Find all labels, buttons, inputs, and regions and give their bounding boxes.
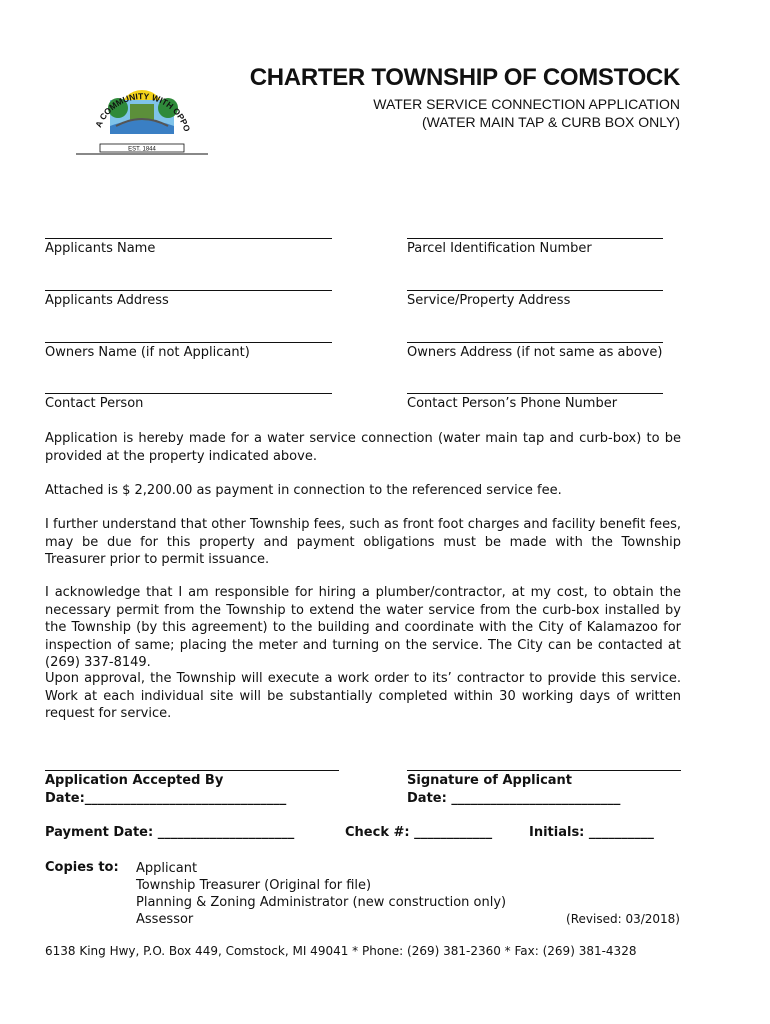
service-address-line[interactable] xyxy=(407,290,663,291)
paragraph-approval: Upon approval, the Township will execute a work order to its’ contractor to provide this service. Work at each individual site will be substantially completed within 30 working days of written request for service. xyxy=(45,671,681,721)
initials-field[interactable]: Initials: __________ xyxy=(529,825,654,840)
copies-item-planning: Planning & Zoning Administrator (new construction only) xyxy=(136,895,507,910)
applicants-name-label: Applicants Name xyxy=(45,241,156,256)
logo-motto: A COMMUNITY WITH OPPO xyxy=(93,91,193,133)
owners-address-line[interactable] xyxy=(407,342,663,343)
applicant-date-field[interactable]: Date: __________________________ xyxy=(407,791,621,806)
applicants-address-label: Applicants Address xyxy=(45,293,169,308)
paragraph-acknowledgement: I acknowledge that I am responsible for hiring a plumber/contractor, at my cost, to obtain the necessary permit from the Township to extend the water service from the curb-box installed by the Township (by this agreement) to the building and coordinate with the City of Kalamazoo for inspection of same; placing the meter and turning on the service. The City can be contacted at (269) 337-8149. xyxy=(45,585,681,670)
applicant-signature-line[interactable] xyxy=(407,770,681,771)
copies-label: Copies to: xyxy=(45,860,119,875)
owners-address-label: Owners Address (if not same as above) xyxy=(407,345,663,360)
page-subtitle-2: (WATER MAIN TAP & CURB BOX ONLY) xyxy=(422,114,680,130)
contact-phone-label: Contact Person’s Phone Number xyxy=(407,396,618,411)
applicants-name-line[interactable] xyxy=(45,238,332,239)
check-number-field[interactable]: Check #: ____________ xyxy=(345,825,493,840)
copies-item-applicant: Applicant xyxy=(136,861,198,876)
parcel-id-line[interactable] xyxy=(407,238,663,239)
accepted-date-field[interactable]: Date:_______________________________ xyxy=(45,791,287,806)
paragraph-payment: Attached is $ 2,200.00 as payment in connection to the referenced service fee. xyxy=(45,483,562,498)
contact-person-line[interactable] xyxy=(45,393,332,394)
contact-person-label: Contact Person xyxy=(45,396,144,411)
logo-est: EST. 1844 xyxy=(128,146,156,153)
township-logo xyxy=(72,70,212,158)
parcel-id-label: Parcel Identification Number xyxy=(407,241,592,256)
copies-item-treasurer: Township Treasurer (Original for file) xyxy=(136,878,372,893)
copies-item-assessor: Assessor xyxy=(136,912,194,927)
payment-date-field[interactable]: Payment Date: _____________________ xyxy=(45,825,295,840)
paragraph-application: Application is hereby made for a water service connection (water main tap and curb-box) to be provided at the property indicated above. xyxy=(45,431,681,464)
owners-name-line[interactable] xyxy=(45,342,332,343)
page-subtitle-1: WATER SERVICE CONNECTION APPLICATION xyxy=(373,96,680,112)
applicant-signature-label: Signature of Applicant xyxy=(407,773,573,788)
contact-phone-line[interactable] xyxy=(407,393,663,394)
revised-date: (Revised: 03/2018) xyxy=(566,912,680,926)
page-title: CHARTER TOWNSHIP OF COMSTOCK xyxy=(249,64,680,91)
owners-name-label: Owners Name (if not Applicant) xyxy=(45,345,250,360)
logo-graphic xyxy=(72,70,212,158)
footer-contact: 6138 King Hwy, P.O. Box 449, Comstock, MI 49041 * Phone: (269) 381-2360 * Fax: (269) 381-4328 xyxy=(45,944,637,958)
paragraph-fees: I further understand that other Township fees, such as front foot charges and facility benefit fees, may be due for this property and payment obligations must be made with the Township Treasurer prior to permit issuance. xyxy=(45,517,681,567)
applicants-address-line[interactable] xyxy=(45,290,332,291)
service-address-label: Service/Property Address xyxy=(407,293,571,308)
accepted-by-line[interactable] xyxy=(45,770,339,771)
accepted-by-label: Application Accepted By xyxy=(45,773,224,788)
copies-list xyxy=(136,860,506,928)
